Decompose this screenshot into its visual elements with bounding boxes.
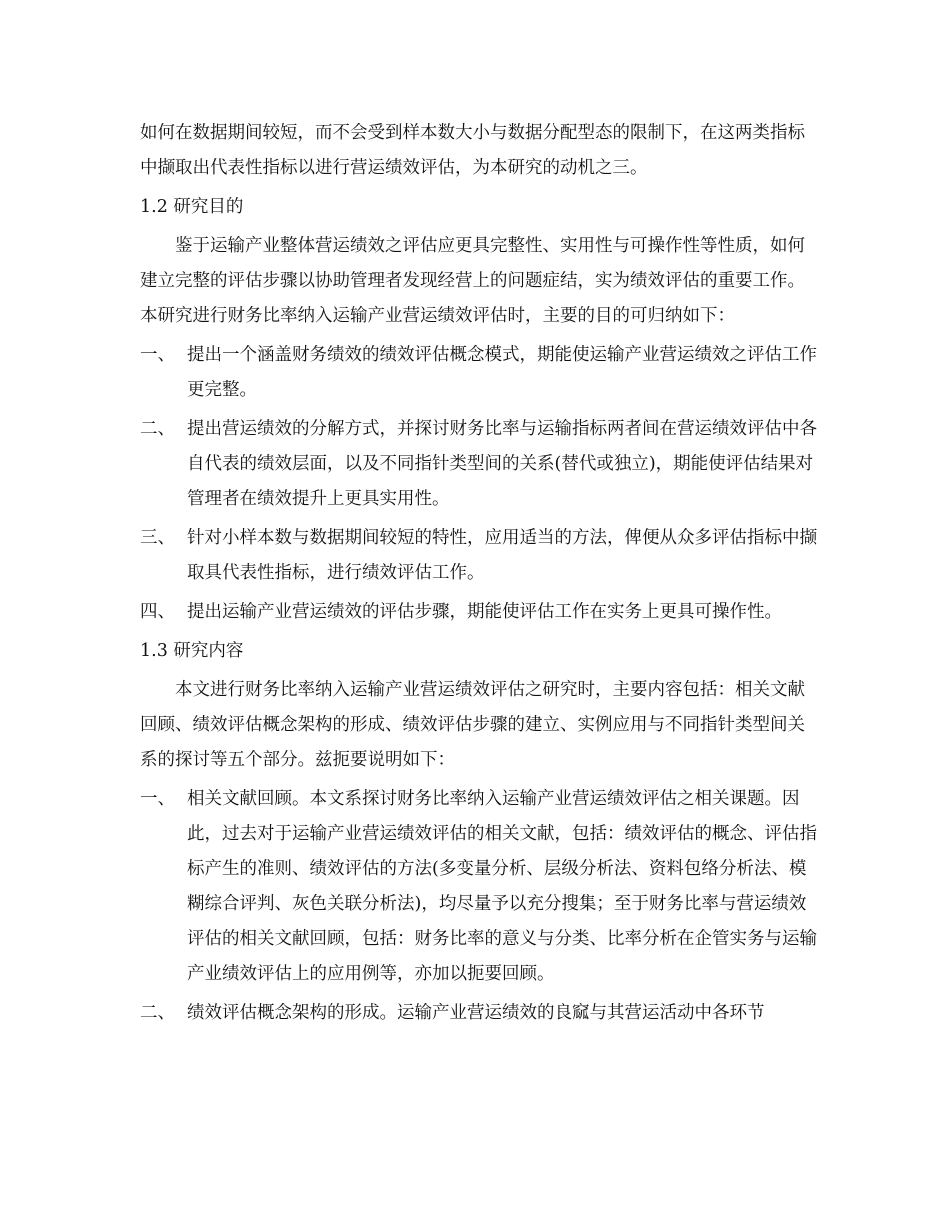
paragraph-motivation-3: 如何在数据期间较短，而不会受到样本数大小与数据分配型态的限制下，在这两类指标中撷取出代表性指标以进行营运绩效评估，为本研究的动机之三。 xyxy=(140,123,805,178)
list-item-objective-4 xyxy=(140,595,820,630)
list-item-objective-3 xyxy=(140,521,820,591)
list-item-text: 提出营运绩效的分解方式，并探讨财务比率与运输指标两者间在营运绩效评估中各自代表的绩效层面，以及不同指针类型间的关系(替代或独立)，期能使评估结果对管理者在绩效提升上更具实用性。 xyxy=(187,419,817,509)
list-item-text: 针对小样本数与数据期间较短的特性，应用适当的方法，俾便从众多评估指标中撷取具代表性指标，进行绩效评估工作。 xyxy=(187,528,817,583)
paragraph-research-content: 本文进行财务比率纳入运输产业营运绩效评估之研究时，主要内容包括：相关文献回顾、绩效评估概念架构的形成、绩效评估步骤的建立、实例应用与不同指针类型间关系的探讨等五个部分。兹扼要说明如下： xyxy=(140,680,805,770)
list-marker: 二、 xyxy=(140,419,175,439)
list-item-content-1 xyxy=(140,782,820,992)
list-item-objective-2 xyxy=(140,412,820,517)
list-item-objective-1 xyxy=(140,338,820,408)
list-item-text: 绩效评估概念架构的形成。运输产业营运绩效的良窳与其营运活动中各环节 xyxy=(187,1003,765,1023)
list-marker: 一、 xyxy=(140,345,175,365)
section-heading-1-3: 1.3 研究内容 xyxy=(140,641,244,661)
list-marker: 二、 xyxy=(140,1003,175,1023)
list-item-text: 提出运输产业营运绩效的评估步骤，期能使评估工作在实务上更具可操作性。 xyxy=(187,602,782,622)
list-item-text: 相关文献回顾。本文系探讨财务比率纳入运输产业营运绩效评估之相关课题。因此，过去对于运输产业营运绩效评估的相关文献，包括：绩效评估的概念、评估指标产生的准则、绩效评估的方法(多变量分析、层级分析法、资料包络分析法、模糊综合评判、灰色关联分析法)，均尽量予以充分搜集；至于财务比率与营运绩效评估的相关文献回顾，包括：财务比率的意义与分类、比率分析在企管实务与运输产业绩效评估上的应用例等，亦加以扼要回顾。 xyxy=(187,789,817,984)
section-heading-1-2: 1.2 研究目的 xyxy=(140,197,244,217)
list-marker: 四、 xyxy=(140,602,175,622)
document-page xyxy=(140,116,820,1035)
list-item-text: 提出一个涵盖财务绩效的绩效评估概念模式，期能使运输产业营运绩效之评估工作更完整。 xyxy=(187,345,817,400)
list-item-content-2 xyxy=(140,996,820,1031)
paragraph-research-purpose: 鉴于运输产业整体营运绩效之评估应更具完整性、实用性与可操作性等性质，如何建立完整的评估步骤以协助管理者发现经营上的问题症结，实为绩效评估的重要工作。本研究进行财务比率纳入运输产业营运绩效评估时，主要的目的可归纳如下： xyxy=(140,236,805,326)
list-marker: 一、 xyxy=(140,789,175,809)
list-marker: 三、 xyxy=(140,528,175,548)
